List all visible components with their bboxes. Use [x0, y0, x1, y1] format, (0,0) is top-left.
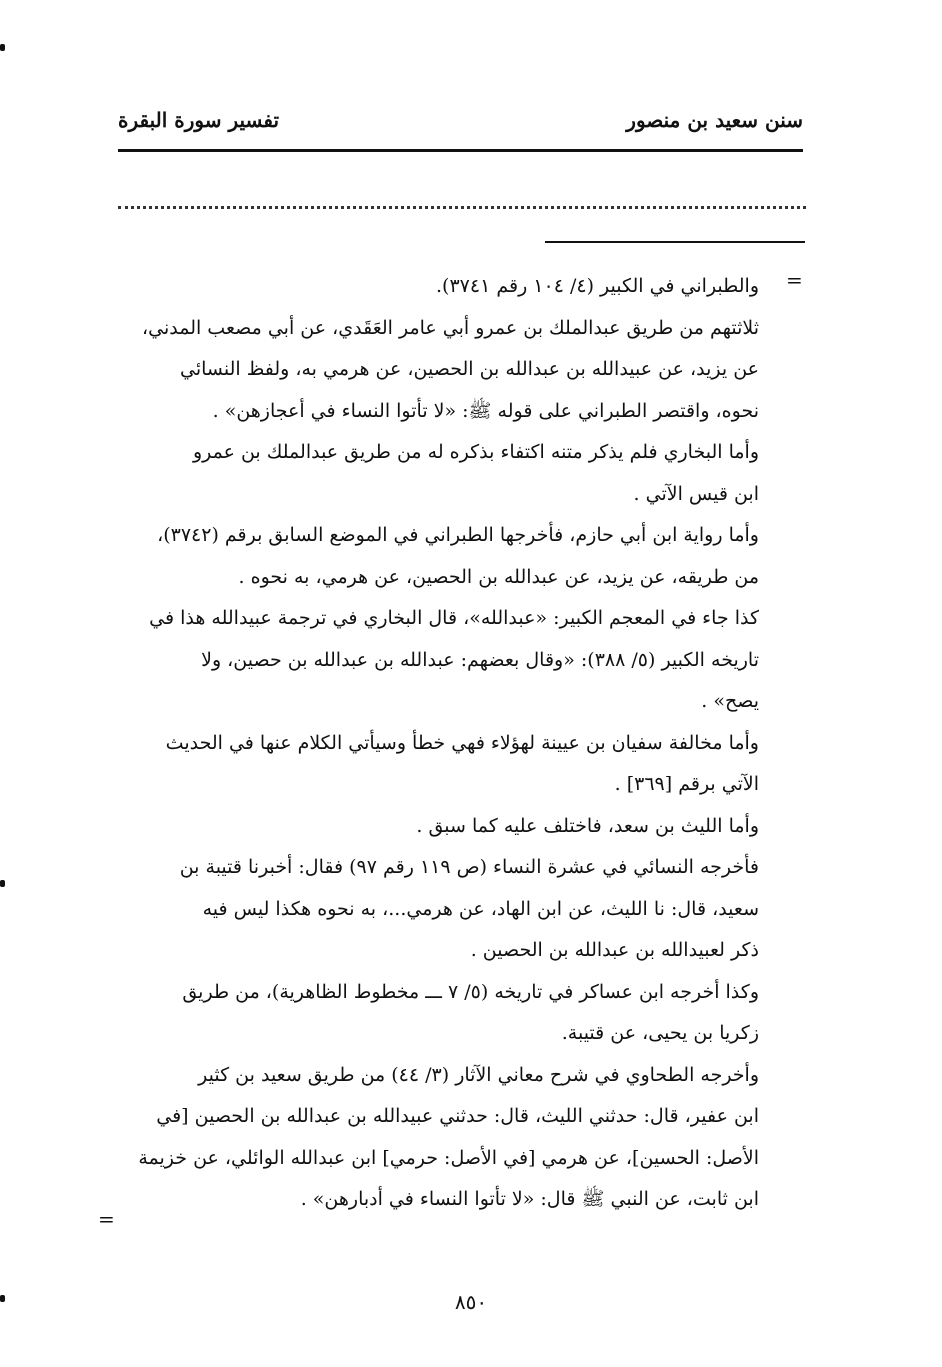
footnote-divider — [545, 241, 805, 243]
text-line: ذكر لعبيدالله بن عبدالله بن الحصين . — [470, 939, 759, 961]
text-line: عن يزيد، عن عبيدالله بن عبدالله بن الحصين، عن هرمي به، ولفظ النسائي — [180, 358, 759, 380]
text-line: زكريا بن يحيى، عن قتيبة. — [561, 1022, 759, 1044]
text-line: وأما رواية ابن أبي حازم، فأخرجها الطبراني في الموضع السابق برقم (٣٧٤٢)، — [157, 524, 759, 546]
text-line: ابن ثابت، عن النبي ﷺ قال: «لا تأتوا النساء في أدبارهن» . — [300, 1188, 759, 1210]
text-line: وكذا أخرجه ابن عساكر في تاريخه (٥/ ٧ ـــ مخطوط الظاهرية)، من طريق — [182, 980, 759, 1003]
text-line: يصح» . — [701, 690, 759, 712]
scan-mark — [0, 880, 5, 887]
text-line: تاريخه الكبير (٥/ ٣٨٨): «وقال بعضهم: عبدالله بن عبدالله بن حصين، ولا — [201, 648, 759, 671]
continuation-marker-top: = — [786, 268, 803, 292]
text-line: الآتي برقم [٣٦٩] . — [614, 773, 759, 795]
dotted-divider — [118, 206, 806, 209]
page-number: ٨٥٠ — [454, 1290, 488, 1314]
text-line: وأما البخاري فلم يذكر متنه اكتفاء بذكره له من طريق عبدالملك بن عمرو — [192, 441, 759, 463]
text-line: نحوه، واقتصر الطبراني على قوله ﷺ: «لا تأتوا النساء في أعجازهن» . — [212, 399, 759, 422]
scan-mark — [0, 44, 5, 51]
text-line: وأما مخالفة سفيان بن عيينة لهؤلاء فهي خطأ وسيأتي الكلام عنها في الحديث — [165, 731, 759, 754]
text-line: ثلاثتهم من طريق عبدالملك بن عمرو أبي عامر العَقَدي، عن أبي مصعب المدني، — [141, 316, 759, 339]
text-line: ابن عفير، قال: حدثني الليث، قال: حدثني عبيدالله بن عبدالله بن الحصين [في — [156, 1105, 759, 1127]
text-line: الأصل: الحسين]، عن هرمي [في الأصل: حرمي] ابن عبدالله الوائلي، عن خزيمة — [138, 1146, 759, 1169]
chapter-title: تفسير سورة البقرة — [118, 108, 280, 132]
book-title: سنن سعيد بن منصور — [626, 108, 803, 132]
text-line: من طريقه، عن يزيد، عن عبدالله بن الحصين، عن هرمي، به نحوه . — [238, 565, 759, 588]
text-line: ابن قيس الآتي . — [633, 482, 759, 505]
text-line: سعيد، قال: نا الليث، عن ابن الهاد، عن هرمي...، به نحوه هكذا ليس فيه — [202, 897, 759, 920]
text-line: والطبراني في الكبير (٤/ ١٠٤ رقم ٣٧٤١). — [436, 275, 759, 297]
header-divider — [118, 149, 803, 152]
text-line: كذا جاء في المعجم الكبير: «عبدالله»، قال البخاري في ترجمة عبيدالله هذا في — [149, 607, 759, 629]
footnote-text — [114, 266, 759, 1221]
running-header — [118, 108, 803, 142]
continuation-marker-bottom: = — [98, 1207, 115, 1231]
text-line: وأما الليث بن سعد، فاختلف عليه كما سبق . — [416, 814, 759, 837]
text-line: فأخرجه النسائي في عشرة النساء (ص ١١٩ رقم ٩٧) فقال: أخبرنا قتيبة بن — [179, 856, 759, 878]
text-line: وأخرجه الطحاوي في شرح معاني الآثار (٣/ ٤٤) من طريق سعيد بن كثير — [198, 1063, 759, 1086]
